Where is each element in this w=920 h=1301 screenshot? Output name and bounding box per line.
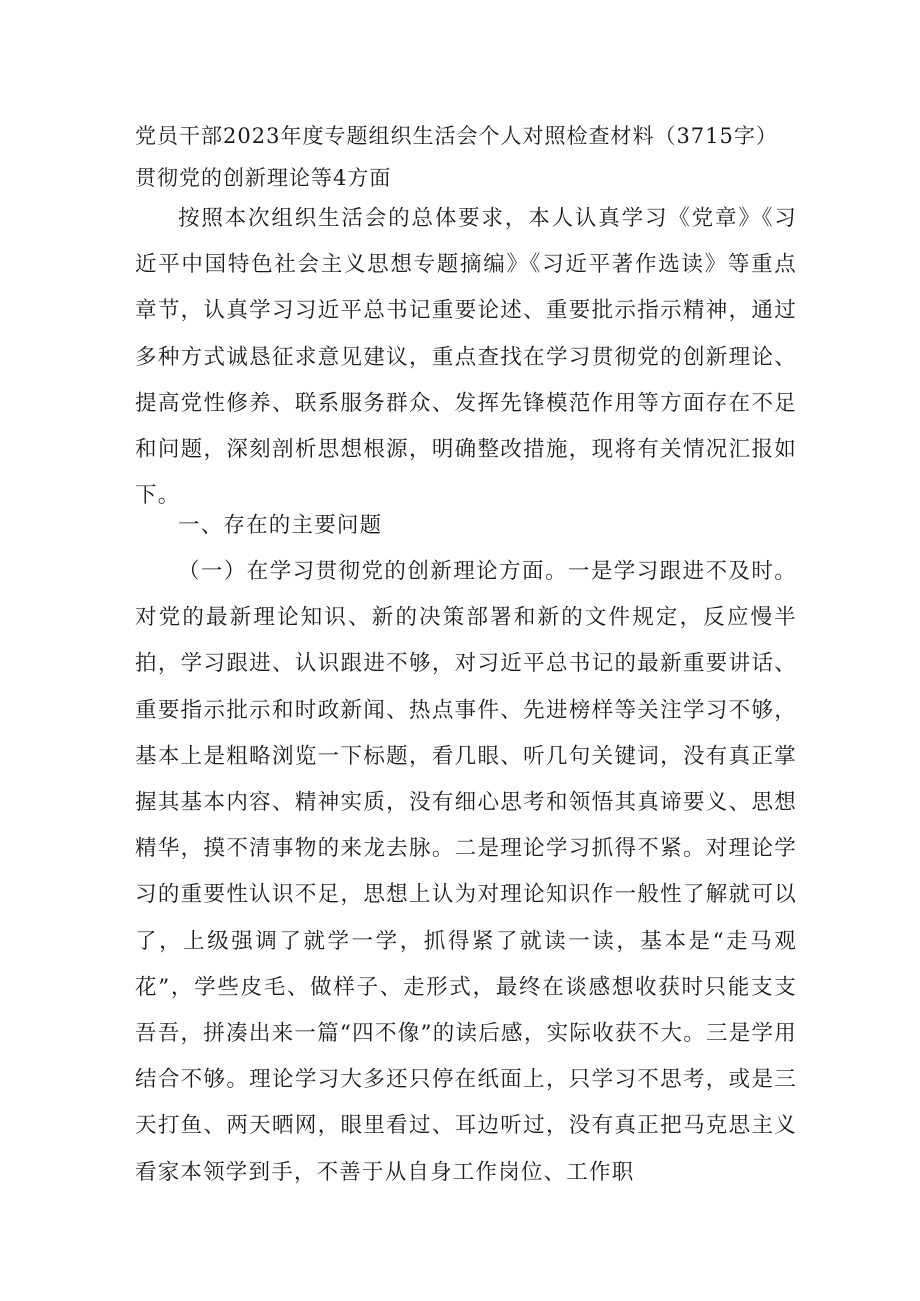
section-heading: 一、存在的主要问题 <box>178 513 383 538</box>
intro-section <box>135 196 797 519</box>
problem-section <box>135 549 797 1196</box>
problem-paragraph: （一）在学习贯彻党的创新理论方面。一是学习跟进不及时。对党的最新理论知识、新的决策部署和新的文件规定，反应慢半拍，学习跟进、认识跟进不够，对习近平总书记的最新重要讲话、重要指示批示和时政新闻、热点事件、先进榜样等关注学习不够，基本上是粗略浏览一下标题，看几眼、听几句关键词，没有真正掌握其基本内容、精神实质，没有细心思考和领悟其真谛要义、思想精华，摸不清事物的来龙去脉。二是理论学习抓得不紧。对理论学习的重要性认识不足，思想上认为对理论知识作一般性了解就可以了，上级强调了就学一学，抓得紧了就读一读，基本是“走马观花”，学些皮毛、做样子、走形式，最终在谈感想收获时只能支支吾吾，拼凑出来一篇“四不像”的读后感，实际收获不大。三是学用结合不够。理论学习大多还只停在纸面上，只学习不思考，或是三天打鱼、两天晒网，眼里看过、耳边听过，没有真正把马克思主义看家本领学到手，不善于从自身工作岗位、工作职 <box>135 559 797 1185</box>
intro-paragraph: 按照本次组织生活会的总体要求，本人认真学习《党章》《习近平中国特色社会主义思想专题摘编》《习近平著作选读》等重点章节，认真学习习近平总书记重要论述、重要批示指示精神，通过多种方式诚恳征求意见建议，重点查找在学习贯彻党的创新理论、提高党性修养、联系服务群众、发挥先锋模范作用等方面存在不足和问题，深刻剖析思想根源，明确整改措施，现将有关情况汇报如下。 <box>135 206 797 509</box>
document-subtitle: 贯彻党的创新理论等4方面 <box>135 166 392 190</box>
document-title: 党员干部2023年度专题组织生活会个人对照检查材料（3715字） <box>135 124 778 148</box>
